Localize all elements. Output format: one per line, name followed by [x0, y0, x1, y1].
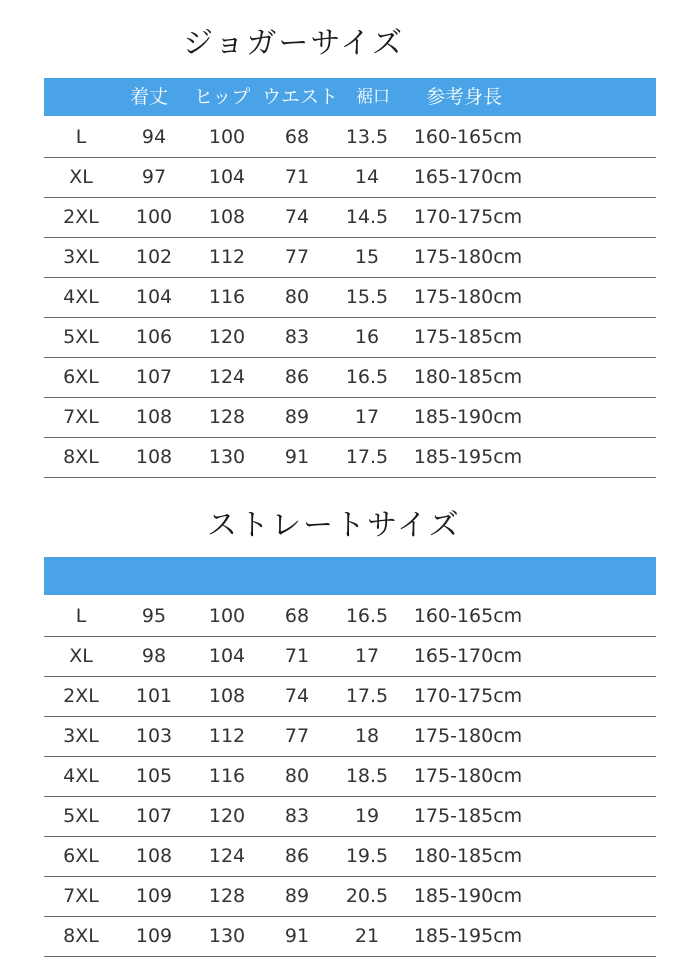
waist-cell: 91 — [284, 446, 310, 468]
height-cell: 185-195cm — [413, 446, 523, 468]
length-cell: 105 — [135, 765, 173, 787]
waist-cell: 86 — [284, 845, 310, 867]
waist-cell: 86 — [284, 366, 310, 388]
jogger-table-header — [44, 78, 656, 116]
hem-cell: 17 — [354, 406, 380, 428]
straight-size-title: ストレートサイズ — [207, 508, 461, 543]
hip-cell: 130 — [208, 446, 246, 468]
size-cell: L — [75, 605, 87, 627]
length-cell: 107 — [135, 366, 173, 388]
hem-cell: 20.5 — [345, 885, 389, 907]
hip-cell: 100 — [208, 605, 246, 627]
height-cell: 170-175cm — [413, 685, 523, 707]
height-cell: 180-185cm — [413, 845, 523, 867]
size-cell: XL — [69, 645, 93, 667]
height-cell: 165-170cm — [413, 166, 523, 188]
waist-cell: 74 — [284, 206, 310, 228]
hip-cell: 120 — [208, 326, 246, 348]
hip-cell: 104 — [208, 645, 246, 667]
size-cell: 8XL — [63, 446, 99, 468]
height-cell: 165-170cm — [413, 645, 523, 667]
hip-cell: 108 — [208, 206, 246, 228]
hip-cell: 116 — [208, 765, 246, 787]
waist-cell: 83 — [284, 805, 310, 827]
hem-cell: 17.5 — [345, 446, 389, 468]
length-cell: 102 — [135, 246, 173, 268]
size-cell: 2XL — [63, 206, 99, 228]
hem-cell: 13.5 — [345, 126, 389, 148]
size-cell: 3XL — [63, 725, 99, 747]
table-row — [44, 358, 656, 398]
height-cell: 185-190cm — [413, 406, 523, 428]
table-row — [44, 597, 656, 637]
waist-cell: 80 — [284, 765, 310, 787]
length-cell: 109 — [135, 885, 173, 907]
hem-cell: 17 — [354, 645, 380, 667]
hip-cell: 112 — [208, 725, 246, 747]
length-cell: 109 — [135, 925, 173, 947]
height-cell: 175-185cm — [413, 805, 523, 827]
height-cell: 185-190cm — [413, 885, 523, 907]
hip-cell: 128 — [208, 885, 246, 907]
hem-cell: 14 — [354, 166, 380, 188]
waist-cell: 80 — [284, 286, 310, 308]
height-cell: 175-185cm — [413, 326, 523, 348]
size-cell: 8XL — [63, 925, 99, 947]
hip-cell: 124 — [208, 845, 246, 867]
length-cell: 97 — [141, 166, 167, 188]
table-row — [44, 158, 656, 198]
height-cell: 170-175cm — [413, 206, 523, 228]
straight-size-table — [44, 597, 656, 957]
table-row — [44, 238, 656, 278]
waist-cell: 77 — [284, 725, 310, 747]
table-row — [44, 677, 656, 717]
size-cell: 2XL — [63, 685, 99, 707]
length-cell: 98 — [141, 645, 167, 667]
height-cell: 160-165cm — [413, 126, 523, 148]
hip-cell: 124 — [208, 366, 246, 388]
height-cell: 175-180cm — [413, 725, 523, 747]
hip-cell: 104 — [208, 166, 246, 188]
hem-cell: 18 — [354, 725, 380, 747]
waist-cell: 68 — [284, 126, 310, 148]
waist-cell: 77 — [284, 246, 310, 268]
height-cell: 175-180cm — [413, 246, 523, 268]
hem-cell: 16.5 — [345, 605, 389, 627]
jogger-size-title: ジョガーサイズ — [183, 26, 404, 61]
hem-cell: 21 — [354, 925, 380, 947]
size-cell: 6XL — [63, 366, 99, 388]
hem-cell: 15.5 — [345, 286, 389, 308]
hip-cell: 130 — [208, 925, 246, 947]
size-cell: XL — [69, 166, 93, 188]
hip-cell: 108 — [208, 685, 246, 707]
height-cell: 175-180cm — [413, 286, 523, 308]
table-row — [44, 118, 656, 158]
height-cell: 175-180cm — [413, 765, 523, 787]
waist-cell: 89 — [284, 885, 310, 907]
table-row — [44, 837, 656, 877]
table-row — [44, 797, 656, 837]
length-cell: 108 — [135, 406, 173, 428]
table-row — [44, 917, 656, 957]
table-row — [44, 637, 656, 677]
hem-cell: 17.5 — [345, 685, 389, 707]
size-cell: 5XL — [63, 805, 99, 827]
hip-cell: 112 — [208, 246, 246, 268]
size-cell: 6XL — [63, 845, 99, 867]
length-cell: 108 — [135, 845, 173, 867]
jogger-size-table — [44, 118, 656, 478]
table-row — [44, 877, 656, 917]
length-cell: 101 — [135, 685, 173, 707]
table-row — [44, 717, 656, 757]
waist-cell: 71 — [284, 645, 310, 667]
height-cell: 160-165cm — [413, 605, 523, 627]
table-row — [44, 198, 656, 238]
header-length: 着丈 — [130, 86, 169, 108]
table-row — [44, 278, 656, 318]
size-cell: 7XL — [63, 406, 99, 428]
waist-cell: 68 — [284, 605, 310, 627]
waist-cell: 71 — [284, 166, 310, 188]
hip-cell: 100 — [208, 126, 246, 148]
length-cell: 95 — [141, 605, 167, 627]
hem-cell: 19 — [354, 805, 380, 827]
height-cell: 185-195cm — [413, 925, 523, 947]
table-row — [44, 318, 656, 358]
length-cell: 104 — [135, 286, 173, 308]
hip-cell: 128 — [208, 406, 246, 428]
hem-cell: 16.5 — [345, 366, 389, 388]
height-cell: 180-185cm — [413, 366, 523, 388]
hem-cell: 18.5 — [345, 765, 389, 787]
waist-cell: 89 — [284, 406, 310, 428]
table-row — [44, 757, 656, 797]
length-cell: 103 — [135, 725, 173, 747]
length-cell: 107 — [135, 805, 173, 827]
waist-cell: 74 — [284, 685, 310, 707]
length-cell: 94 — [141, 126, 167, 148]
size-cell: 5XL — [63, 326, 99, 348]
hip-cell: 116 — [208, 286, 246, 308]
size-cell: 4XL — [63, 765, 99, 787]
hem-cell: 15 — [354, 246, 380, 268]
length-cell: 100 — [135, 206, 173, 228]
header-hem: 裾口 — [356, 87, 390, 107]
size-cell: 7XL — [63, 885, 99, 907]
header-hip: ヒップ — [194, 86, 251, 108]
hip-cell: 120 — [208, 805, 246, 827]
size-cell: 3XL — [63, 246, 99, 268]
waist-cell: 83 — [284, 326, 310, 348]
hem-cell: 19.5 — [345, 845, 389, 867]
size-cell: 4XL — [63, 286, 99, 308]
hem-cell: 16 — [354, 326, 380, 348]
table-row — [44, 438, 656, 478]
header-waist: ウエスト — [262, 86, 339, 108]
hem-cell: 14.5 — [345, 206, 389, 228]
length-cell: 106 — [135, 326, 173, 348]
waist-cell: 91 — [284, 925, 310, 947]
size-cell: L — [75, 126, 87, 148]
table-row — [44, 398, 656, 438]
length-cell: 108 — [135, 446, 173, 468]
straight-table-header — [44, 557, 656, 595]
header-height: 参考身長 — [426, 86, 503, 108]
